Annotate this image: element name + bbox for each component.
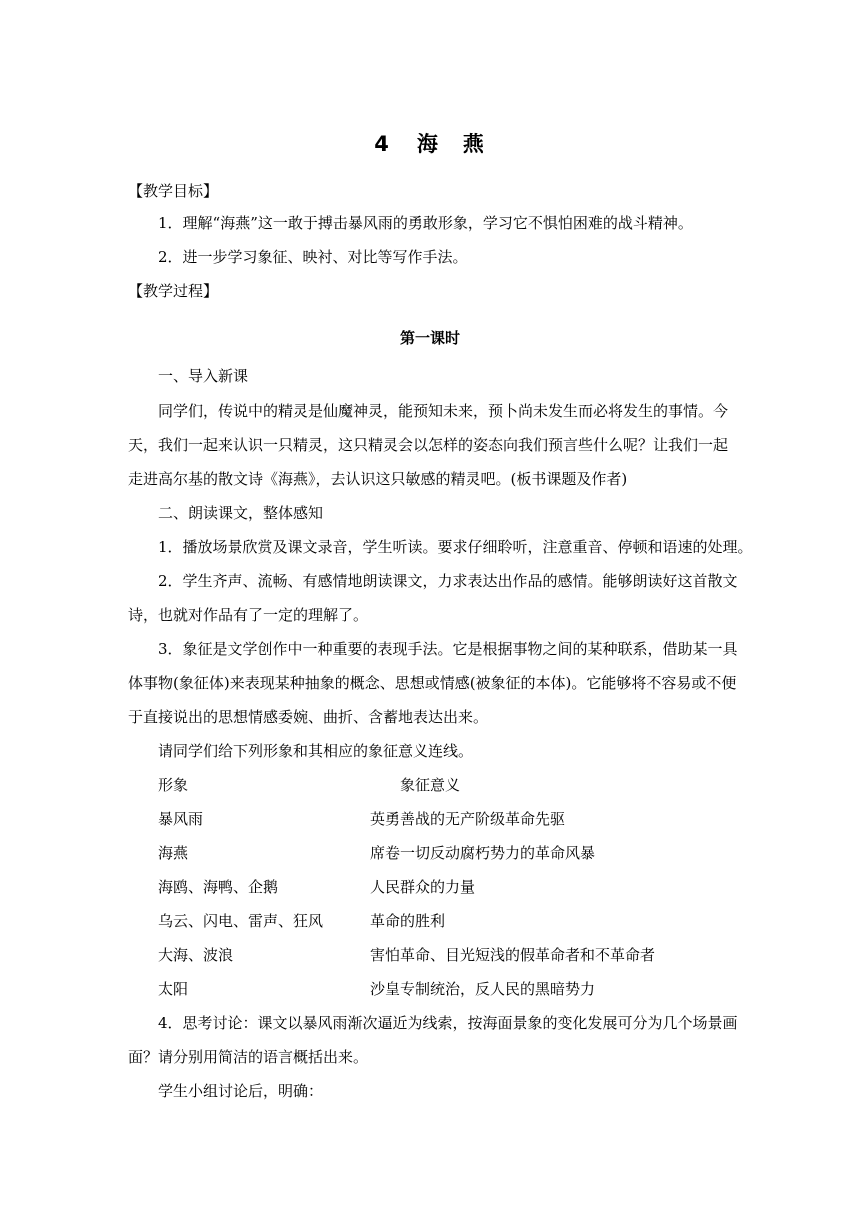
table-row-meaning: 人民群众的力量 (370, 878, 476, 896)
table-row-meaning: 席卷一切反动腐朽势力的革命风暴 (370, 844, 596, 862)
part2-item-2-line-1: 2．学生齐声、流畅、有感情地朗读课文，力求表达出作品的感情。能够朗读好这首散文 (158, 572, 738, 590)
lesson-number: 4 (374, 132, 391, 156)
table-row-meaning: 沙皇专制统治，反人民的黑暗势力 (370, 980, 596, 998)
conclusion-line: 学生小组讨论后，明确： (158, 1082, 324, 1100)
part2-item-3-line-3: 于直接说出的思想情感委婉、曲折、含蓄地表达出来。 (128, 708, 489, 726)
part1-line-2: 天，我们一起来认识一只精灵，这只精灵会以怎样的姿态向我们预言些什么呢？让我们一起 (128, 436, 729, 454)
part2-item-3-line-1: 3．象征是文学创作中一种重要的表现手法。它是根据事物之间的某种联系，借助某一具 (158, 640, 738, 658)
part2-item-4-line-2: 面？请分别用简洁的语言概括出来。 (128, 1048, 369, 1066)
table-header-image: 形象 (158, 776, 189, 794)
lesson-title: 海 燕 (416, 132, 486, 156)
part2-item-4-line-1: 4．思考讨论：课文以暴风雨渐次逼近为线索，按海面景象的变化发展可分为几个场景画 (158, 1014, 738, 1032)
part1-line-1: 同学们，传说中的精灵是仙魔神灵，能预知未来，预卜尚未发生而必将发生的事情。今 (158, 402, 729, 420)
table-row-image: 海燕 (158, 844, 189, 862)
process-heading: 【教学过程】 (128, 282, 219, 300)
lesson-heading: 第一课时 (399, 329, 460, 347)
part2-item-3-line-2: 体事物(象征体)来表现某种抽象的概念、思想或情感(被象征的本体)。它能够将不容易或不便 (128, 674, 737, 692)
table-row-image: 暴风雨 (158, 810, 204, 828)
table-row-image: 乌云、闪电、雷声、狂风 (158, 912, 324, 930)
table-row-image: 海鸥、海鸭、企鹅 (158, 878, 279, 896)
table-row-image: 太阳 (158, 980, 189, 998)
table-row-meaning: 英勇善战的无产阶级革命先驱 (370, 810, 566, 828)
part1-line-3: 走进高尔基的散文诗《海燕》，去认识这只敏感的精灵吧。(板书课题及作者) (128, 470, 628, 488)
objectives-heading: 【教学目标】 (128, 182, 219, 200)
objective-2: 2．进一步学习象征、映衬、对比等写作手法。 (158, 248, 468, 266)
table-header-meaning: 象征意义 (400, 776, 461, 794)
matching-instruction: 请同学们给下列形象和其相应的象征意义连线。 (158, 742, 474, 760)
page-title (0, 128, 860, 158)
table-row-meaning: 革命的胜利 (370, 912, 446, 930)
part2-item-1: 1．播放场景欣赏及课文录音，学生听读。要求仔细聆听，注意重音、停顿和语速的处理。 (158, 538, 753, 556)
part2-heading: 二、朗读课文，整体感知 (158, 504, 324, 522)
table-row-meaning: 害怕革命、目光短浅的假革命者和不革命者 (370, 946, 656, 964)
table-row-image: 大海、波浪 (158, 946, 234, 964)
objective-1: 1．理解“海燕”这一敢于搏击暴风雨的勇敢形象，学习它不惧怕困难的战斗精神。 (158, 214, 693, 232)
part2-item-2-line-2: 诗，也就对作品有了一定的理解了。 (128, 606, 369, 624)
part1-heading: 一、导入新课 (158, 367, 249, 385)
